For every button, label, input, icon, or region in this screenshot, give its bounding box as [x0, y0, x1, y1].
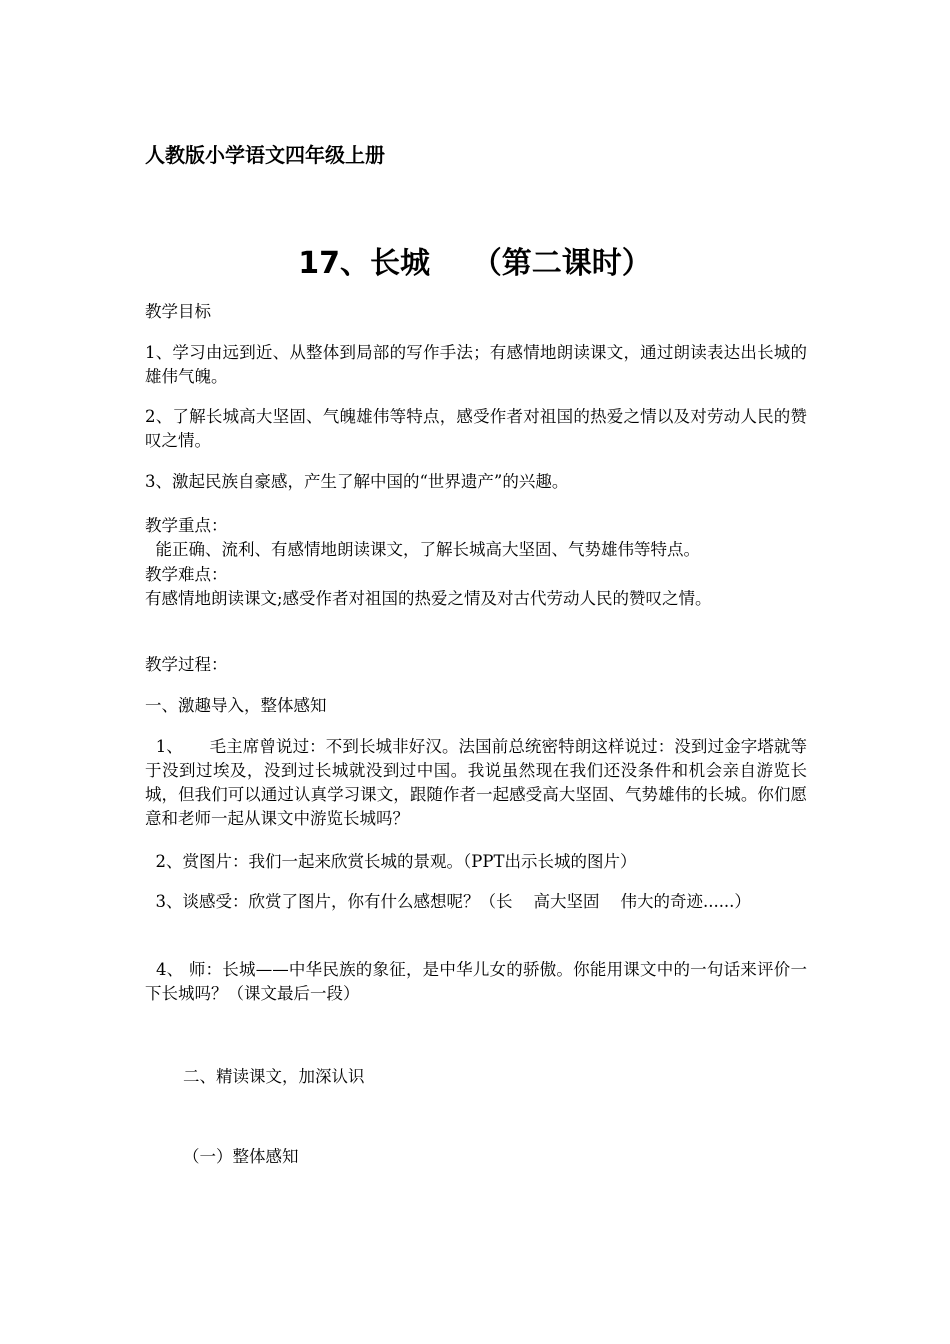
section-1-step-2: 2、赏图片：我们一起来欣赏长城的景观。（PPT出示长城的图片） — [145, 852, 637, 871]
key-points-heading: 教学重点： — [145, 516, 228, 535]
objective-item-1: 1、学习由远到近、从整体到局部的写作手法；有感情地朗读课文，通过朗读表达出长城的雄伟气魄。 — [145, 343, 807, 386]
key-points-text: 能正确、流利、有感情地朗读课文，了解长城高大坚固、气势雄伟等特点。 — [145, 540, 700, 559]
objectives-heading: 教学目标 — [145, 302, 211, 321]
difficulties-text: 有感情地朗读课文;感受作者对祖国的热爱之情及对古代劳动人民的赞叹之情。 — [145, 589, 712, 608]
section-2-title: 二、精读课文，加深认识 — [183, 1067, 365, 1086]
section-1-step-4: 4、 师：长城——中华民族的象征，是中华儿女的骄傲。你能用课文中的一句话来评价一下长城吗？（课文最后一段） — [145, 960, 807, 1003]
section-2-sub-1: （一）整体感知 — [183, 1147, 299, 1166]
document-header: 人教版小学语文四年级上册 — [145, 143, 385, 167]
objective-item-2: 2、了解长城高大坚固、气魄雄伟等特点，感受作者对祖国的热爱之情以及对劳动人民的赞叹之情。 — [145, 407, 807, 450]
objective-item-3: 3、激起民族自豪感，产生了解中国的“世界遗产”的兴趣。 — [145, 472, 569, 491]
difficulties-heading: 教学难点： — [145, 565, 228, 584]
section-1-title: 一、激趣导入，整体感知 — [145, 696, 327, 715]
process-heading: 教学过程： — [145, 655, 228, 674]
section-1-step-1: 1、 毛主席曾说过：不到长城非好汉。法国前总统密特朗这样说过：没到过金字塔就等于没到过埃及，没到过长城就没到过中国。我说虽然现在我们还没条件和机会亲自游览长城，但我们可以通过认真学习课文，跟随作者一起感受高大坚固、气势雄伟的长城。你们愿意和老师一起从课文中游览长城吗？ — [145, 737, 807, 828]
section-1-step-3: 3、谈感受：欣赏了图片，你有什么感想呢？（长 高大坚固 伟大的奇迹......） — [145, 892, 751, 911]
lesson-title: 17、长城 （第二课时） — [298, 246, 652, 281]
